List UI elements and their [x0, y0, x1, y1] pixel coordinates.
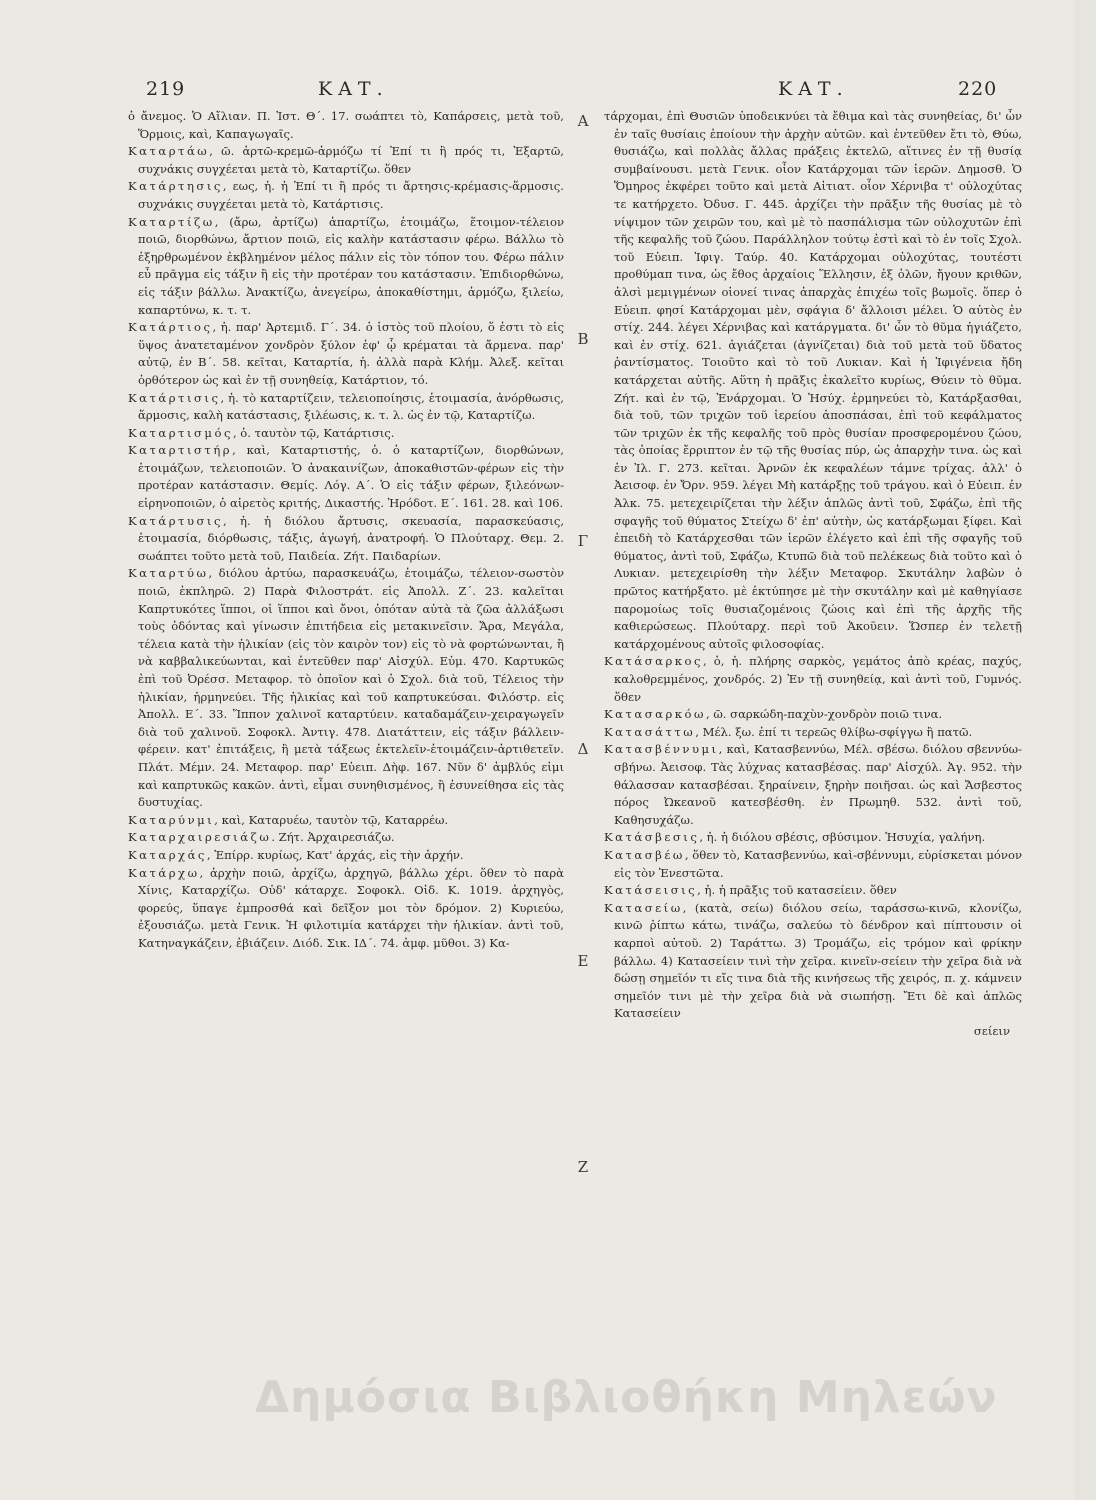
dictionary-entry — [128, 214, 564, 320]
dictionary-entry — [128, 829, 564, 847]
entry-definition: , καὶ, Κατασβεννύω, Μέλ. σβέσω. διόλου σβεννύω-σβήνω. Ἀεισοφ. Τὰς λύχνας κατασβέσας. παρ' Αἰσχύλ. Ἀγ. 952. τὴν θάλασσαν κατασβέσαι. ξηραίνειν, ξηρὴν ποιῆσαι. ὡς καὶ Ἄσβεστος πόρος Ὠκεανοῦ κατεσβέσθη. ἐν Πρωμηθ. 532. ἀντὶ τοῦ, Καθησυχάζω. — [614, 742, 1022, 827]
margin-letter: Ζ — [577, 1158, 589, 1176]
right-running-head: ΚΑΤ. — [778, 78, 849, 100]
margin-letter: Δ — [577, 740, 589, 758]
entry-headword: Καταρχαιρεσιάζω — [128, 830, 272, 845]
dictionary-entry — [604, 706, 1022, 724]
dictionary-entry — [128, 108, 564, 143]
dictionary-entry — [604, 724, 1022, 742]
entry-definition: , ἡ. ἡ πρᾶξις τοῦ κατασείειν. ὅθεν — [697, 883, 897, 898]
entry-headword: Κατάρχω — [128, 865, 200, 880]
entry-headword: Κατασάττω — [604, 724, 696, 739]
entry-definition: , ἡ. ἡ διόλου σβέσις, σβύσιμον. Ἡσυχία, γαλήνη. — [699, 830, 986, 845]
entry-headword: Κατάσεισις — [604, 883, 698, 898]
dictionary-entry — [604, 653, 1022, 706]
entry-headword: Καταρχάς — [128, 847, 207, 862]
dictionary-entry — [128, 178, 564, 213]
entry-headword: Καταρτιστήρ — [128, 443, 233, 458]
entry-headword: Κατάσβεσις — [604, 830, 700, 845]
entry-headword: Κατασβέω — [604, 847, 685, 862]
entry-definition: , ῶ. σαρκώδη-παχὺν-χονδρὸν ποιῶ τινα. — [705, 707, 943, 722]
entry-definition: , καὶ, Καταρτιστής, ὁ. ὁ καταρτίζων, διορθώνων, ἑτοιμάζων, τελειοποιῶν. Ὁ ἀνακαινίζων, ἀποκαθιστῶν-φέρων εἰς τὴν προτέραν κατάστασιν. Θεμίς. Λόγ. Α΄. Ὁ εἰς τάξιν φέρων, ξιλεόνων-εἰρηνοποιῶν, ὁ αἱρετὸς κριτής, Δικαστής. Ἡρόδοτ. Ε΄. 161. 28. καὶ 106. — [138, 443, 564, 511]
right-column — [604, 108, 1022, 1040]
entry-definition: , Μέλ. ξω. ἐπί τι τερεῶς θλίβω-σφίγγω ἢ πατῶ. — [695, 724, 973, 739]
entry-definition: , (ἄρω, ἀρτίζω) ἀπαρτίζω, ἑτοιμάζω, ἕτοιμον-τέλειον ποιῶ, διορθώνω, ἄρτιον ποιῶ, εἰς καλὴν κατάστασιν φέρω. Βάλλω τὸ ἐξηρθρωμένον ἐκβλημένον μέλος πάλιν εἰς τὸν τόπον του. Φέρω πάλιν εὖ πρᾶγμα εἰς τάξιν ἢ εἰς τὴν προτέραν του κατάστασιν. Ἐπιδιορθώνω, εἰς τάξιν βάλλω. Ἀνακτίζω, ἀνεγείρω, ἀποκαθίστημι, ἁρμόζω, ξιλείω, καπαρτύνω, κ. τ. τ. — [138, 214, 564, 317]
dictionary-entry — [128, 319, 564, 389]
margin-section-letters — [572, 108, 594, 1208]
dictionary-entry — [604, 108, 1022, 653]
entry-headword: Κατασβέννυμι — [604, 742, 719, 757]
entry-definition: τάρχομαι, ἐπὶ Θυσιῶν ὑποδεικνύει τὰ ἔθιμα καὶ τὰς συνηθείας, δι' ὧν ἐν ταῖς θυσίαις ἐποίουν τὴν ἀρχὴν αὐτῶν. καὶ ἐντεῦθεν ἔτι τὸ, Θύω, θυσιάζω, καὶ πολλὰς ἄλλας πράξεις ἐκτελῶ, αἵτινες ἐν τῇ θυσίᾳ συμβαίνουσι. μετὰ Γενικ. οἷον Κατάρχομαι τῶν ἱερῶν. Δημοσθ. Ὁ Ὅμηρος ἐκφέρει τοῦτο καὶ μετὰ Αἰτιατ. οἷον Χέρνιβα τ' οὐλοχύτας τε κατήρχετο. Ὀδυσ. Γ. 445. ἀρχίζει τὴν πρᾶξιν τῆς θυσίας μὲ τὸ νίψιμον τῶν χειρῶν του, καὶ μὲ τὸ πασπάλισμα τῶν οὐλοχυτῶν ἐπὶ τῆς κεφαλῆς τοῦ ζώου. Παράλληλον τούτῳ ἐστὶ καὶ τὸ ἐν τοῖς Σχολ. τοῦ Εὐειπ. Ἰφιγ. Ταύρ. 40. Κατάρχομαι οὐλοχύτας, τουτέστι προθύμαπ τινα, ὡς ἔθος ἀρχαίοις Ἕλλησιν, ἐξ ὀλῶν, ἤγουν κριθῶν, ἁλσὶ μεμιγμένων οἱονεί τινας ἀπαρχὰς ἐπιχέω τοῖς βωμοῖς. ὅπερ ὁ Εὐειπ. φησί Κατάρχομαι μὲν, σφάγια δ' ἄλλοισι μέλει. Ὁ αὐτὸς ἐν στίχ. 244. λέγει Χέρνιβας καὶ κατάργματα. δι' ὧν τὸ θῦμα ἡγιάζετο, καὶ ἐν στίχ. 621. ἁγιάζεται (ἁγνίζεται) διὰ τοῦ μετὰ τοῦ ὕδατος ῥαντίσματος. Τοιοῦτο καὶ τὸ τοῦ Λυκιαν. Καὶ ἡ Ἰφιγένεια ἤδη κατάρχεται αὐτῆς. Αὕτη ἡ πρᾶξις ἐκαλεῖτο κυρίως, Θύειν τὸ θῦμα. Ζήτ. καὶ ἐν τῷ, Ἐνάρχομαι. Ὁ Ἡσύχ. ἑρμηνεύει τὸ, Κατάρξασθαι, διὰ τοῦ, τῶν τριχῶν τοῦ ἱερείου ἀποσπάσαι, ἐπὶ τοῦ κεφάλματος τῶν τριχῶν ἐκ τῆς κεφαλῆς τοῦ πρὸς θυσίαν προσφερομένου ζώου, τὰς ὁποίας ἔρριπτον ἐν τῷ τῆς θυσίας πύρ, ὡς ἀπαρχὴν τινα. ὡς καὶ ἐν Ἰλ. Γ. 273. κεῖται. Ἀρνῶν ἐκ κεφαλέων τάμνε τρίχας. ἀλλ' ὁ Ἀεισοφ. ἐν Ὄρν. 959. λέγει Μὴ κατάρξῃς τοῦ τράγου. καὶ ὁ Εὐειπ. ἐν Ἀλκ. 75. μετεχειρίζεται τὴν λέξιν ἁπλῶς ἀντὶ τοῦ, Σφάζω, ἐπὶ τῆς σφαγῆς τοῦ θύματος Στείχω δ' ἐπ' αὐτὴν, ὡς κατάρξωμαι ξίφει. Καὶ ἐπειδὴ τὸ Κατάρχεσθαι τῶν ἱερῶν ἐλέγετο καὶ ἐπὶ τῆς σφαγῆς τοῦ θύματος, ἀντὶ τοῦ, Σφάζω, Κτυπῶ διὰ τοῦ πελέκεως διὰ τοῦτο καὶ ὁ Λυκιαν. μετεχειρίσθη τὴν λέξιν Μεταφορ. Σκυτάλην λαβὼν ὁ πρῶτος κατήρξατο. μὲ ἐκτύπησε μὲ τὴν σκυτάλην καὶ μὲ καθηγίασε παρομοίως τοῖς θυσιαζομένοις ζώοις καὶ ἐπὶ τῆς ἀρχῆς τῆς καθιερώσεως. Πλούταρχ. περὶ τοῦ Ἀκοῦειν. Ὥσπερ ἐν τελετῇ κατάρχομένους αὐτοῖς φιλοσοφίας. — [604, 109, 1022, 651]
entry-definition: , ἡ. παρ' Ἀρτεμιδ. Γ΄. 34. ὁ ἱστὸς τοῦ πλοίου, ὅ ἐστι τὸ εἰς ὕψος ἀνατεταμένον χονδρὸν ξύλον ἐφ' ᾧ κρέμαται τὰ ἄρμενα. παρ' αὐτῷ, ἐν Β΄. 58. κεῖται, Καταρτία, ἡ. ἀλλὰ παρὰ Κλήμ. Ἀλεξ. κεῖται ὀρθότερον ὡς καὶ ἐν τῇ συνηθείᾳ, Κατάρτιον, τό. — [138, 320, 564, 387]
entry-headword: Κατασαρκόω — [604, 707, 706, 722]
margin-letter: Α — [577, 112, 589, 130]
margin-letter: Γ — [577, 532, 589, 550]
entry-definition: ὁ ἄνεμος. Ὁ Αἴλιαν. Π. Ἱστ. Θ΄. 17. σωάπτει τὸ, Καπάρσεις, μετὰ τοῦ, Ὅρμοις, καὶ, Καπαγωγαῖς. — [128, 109, 564, 141]
dictionary-entry — [128, 513, 564, 566]
entry-definition: . Ζήτ. Ἀρχαιρεσιάζω. — [271, 830, 395, 845]
margin-letter: Ε — [577, 952, 589, 970]
entry-headword: Κατάρτυσις — [128, 513, 223, 528]
entry-definition: , ἡ. ἡ διόλου ἄρτυσις, σκευασία, παρασκεύασις, ἑτοιμασία, διόρθωσις, τάξις, ἀγωγή, ἀνατροφή. Ὁ Πλούταρχ. Θεμ. 2. σωάπτει τοῦτο μετὰ τοῦ, Παιδεία. Ζήτ. Παιδαρίων. — [138, 513, 564, 563]
entry-headword: Καταρτίζω — [128, 214, 215, 229]
catchword: σείειν — [973, 1023, 1010, 1038]
entry-headword: Κατάρτιος — [128, 320, 213, 335]
left-page-number: 219 — [146, 78, 186, 100]
left-running-head: ΚΑΤ. — [318, 78, 389, 100]
entry-definition: , καὶ, Καταρυέω, ταυτὸν τῷ, Καταρρέω. — [214, 812, 449, 827]
dictionary-entry — [604, 829, 1022, 847]
entry-headword: Καταρτισμός — [128, 425, 233, 440]
left-column — [128, 108, 564, 953]
dictionary-entry — [604, 847, 1022, 882]
right-page-number: 220 — [958, 78, 998, 100]
entry-definition: , (κατὰ, σείω) διόλου σείω, ταράσσω-κινῶ, κλονίζω, κινῶ ῥίπτω κάτω, τινάζω, σαλεύω τὸ δένδρον καὶ πίπτουσιν οἱ καρποὶ αὐτοῦ. 2) Ταράττω. 3) Τρομάζω, εἰς τρόμον καὶ φρίκην βάλλω. 4) Κατασείειν τινὶ τὴν χεῖρα. κινεῖν-σείειν τὴν χεῖρα διὰ νὰ δώσῃ σημεῖόν τι εἴς τινα διὰ τῆς κινήσεως τῆς χειρός, π. χ. κάμνειν σημεῖόν τινι μὲ τὴν χεῖρα διὰ νὰ σιωπήσῃ. Ἔτι δὲ καὶ ἁπλῶς Κατασείειν — [614, 900, 1022, 1021]
dictionary-entry — [128, 812, 564, 830]
entry-headword: Καταρύνμι — [128, 812, 215, 827]
margin-letter: Β — [577, 330, 589, 348]
entry-definition: , Ἐπίρρ. κυρίως, Κατ' ἀρχάς, εἰς τὴν ἀρχήν. — [206, 847, 464, 862]
entry-definition: , ἡ. τὸ καταρτίζειν, τελειοποίησις, ἑτοιμασία, ἀνόρθωσις, ἅρμοσις, καλὴ κατάστασις, ξιλέωσις, κ. τ. λ. ὡς ἐν τῷ, Καταρτίζω. — [138, 390, 564, 423]
entry-headword: Καταρτάω — [128, 144, 210, 159]
entry-headword: Κατάρτησις — [128, 179, 223, 194]
dictionary-entry — [128, 425, 564, 443]
entry-headword: Κατασείω — [604, 900, 683, 915]
next-sheet-edge — [1074, 0, 1096, 1500]
entry-definition: , ὅθεν τὸ, Κατασβεννύω, καὶ-σβέννυμι, εὑρίσκεται μόνον εἰς τὸν Ἐνεστῶτα. — [614, 847, 1022, 880]
entry-definition: , ῶ. ἀρτῶ-κρεμῶ-ἁρμόζω τί Ἐπί τι ἢ πρός τι, Ἐξαρτῶ, συχνάκις συγχέεται μετὰ τὸ, Καταρτίζω. ὅθεν — [138, 144, 564, 176]
dictionary-entry — [604, 741, 1022, 829]
entry-headword: Καταρτύω — [128, 566, 209, 581]
dictionary-entry — [604, 882, 1022, 900]
dictionary-entry — [128, 565, 564, 811]
dictionary-entry — [128, 865, 564, 953]
entry-definition: , εως, ἡ. ἡ Ἐπί τι ἢ πρός τι ἄρτησις-κρέμασις-ἅρμοσις. συχνάκις συγχέεται μετὰ τὸ, Κατάρτισις. — [138, 179, 564, 211]
entry-headword: Κατάσαρκος — [604, 654, 704, 669]
dictionary-entry — [128, 143, 564, 178]
entry-definition: , ὁ, ἡ. πλήρης σαρκὸς, γεμάτος ἀπὸ κρέας, παχύς, καλοθρεμμένος, χονδρός. 2) Ἐν τῇ συνηθείᾳ, καὶ ἀντὶ τοῦ, Γυμνός. ὅθεν — [614, 654, 1022, 704]
entry-headword: Κατάρτισις — [128, 390, 221, 405]
dictionary-entry — [604, 900, 1022, 1023]
dictionary-entry — [128, 442, 564, 512]
entry-definition: , διόλου ἀρτύω, παρασκευάζω, ἑτοιμάζω, τέλειον-σωστὸν ποιῶ, ἐκπληρῶ. 2) Παρὰ Φιλοστράτ. εἰς Ἀπολλ. Ζ΄. 23. καλεῖται Καπρτυκότες ἵπποι, οἱ ἵπποι καὶ ὄνοι, ὁπόταν αὐτὰ τὰ ζῶα ἀλλάξωσι τοὺς ὀδόντας καὶ γίνωσιν ἐπιτήδεια εἰς μετακινεῖσιν. Ἄρα, Μεγάλα, τέλεια κατὰ τὴν ἡλικίαν (εἰς τὸν καιρὸν τον) εἰς τὸ νὰ φορτώνωνται, ἢ νὰ καββαλικεύωνται, καὶ ἐντεῦθεν παρ' Αἰσχύλ. Εὐμ. 470. Καρτυκῶς ἐπὶ τοῦ Ὀρέσσ. Μεταφορ. τὸ ὁποῖον καὶ ὁ Σχολ. διὰ τοῦ, Τέλειος τὴν ἡλικίαν, ἡρμηνεύει. Τῆς ἡλικίας καὶ τοῦ καπρτυκεύσαι. Φιλόστρ. εἰς Ἀπολλ. Ε΄. 33. Ἵππον χαλινοῖ καταρτύειν. καταδαμάζειν-χειραγωγεῖν διὰ τοῦ χαλινοῦ. Σοφοκλ. Ἀντιγ. 478. Διατάττειν, εἰς τάξιν βάλλειν-φέρειν. κατ' ἐπιτάξεις, ἢ μετὰ τάξεως ἐκτελεῖν-ἑτοιμάζειν-ἀρτιθετεῖν. Πλάτ. Μέμν. 24. Μεταφορ. παρ' Εὐειπ. Δὴφ. 167. Νῦν δ' ἀμβλύς εἰμι καὶ καπρτυκῶς κακῶν. ἀντὶ, εἶμαι συνηθισμένος, ἢ ἐσυνείθησα εἰς τὰς δυστυχίας. — [138, 566, 564, 810]
dictionary-entry — [128, 847, 564, 865]
library-watermark: Δημόσια Βιβλιοθήκη Μηλεών — [255, 1372, 998, 1423]
dictionary-entry — [128, 390, 564, 425]
entry-definition: , ἀρχὴν ποιῶ, ἀρχίζω, ἀρχηγῶ, βάλλω χέρι. ὅθεν τὸ παρὰ Χίνις, Καταρχίζω. Οὐδ' κάταρχε. Σοφοκλ. Οἰδ. Κ. 1019. ἀρχηγὸς, φορεύς, ὕπαγε ἐμπροσθά καὶ δεῖξον μοι τὸν δρόμον. 2) Κυριεύω, ἐξουσιάζω. μετὰ Γενικ. Ἡ φιλοτιμία κατάρχει τὴν ἡλικίαν. ἀντὶ τοῦ, Κατηναγκάζειν, ἐβιάζειν. Διόδ. Σικ. ΙΔ΄. 74. ἀμφ. μῦθοι. 3) Κα- — [138, 865, 564, 950]
entry-definition: , ὁ. ταυτὸν τῷ, Κατάρτισις. — [232, 425, 395, 440]
